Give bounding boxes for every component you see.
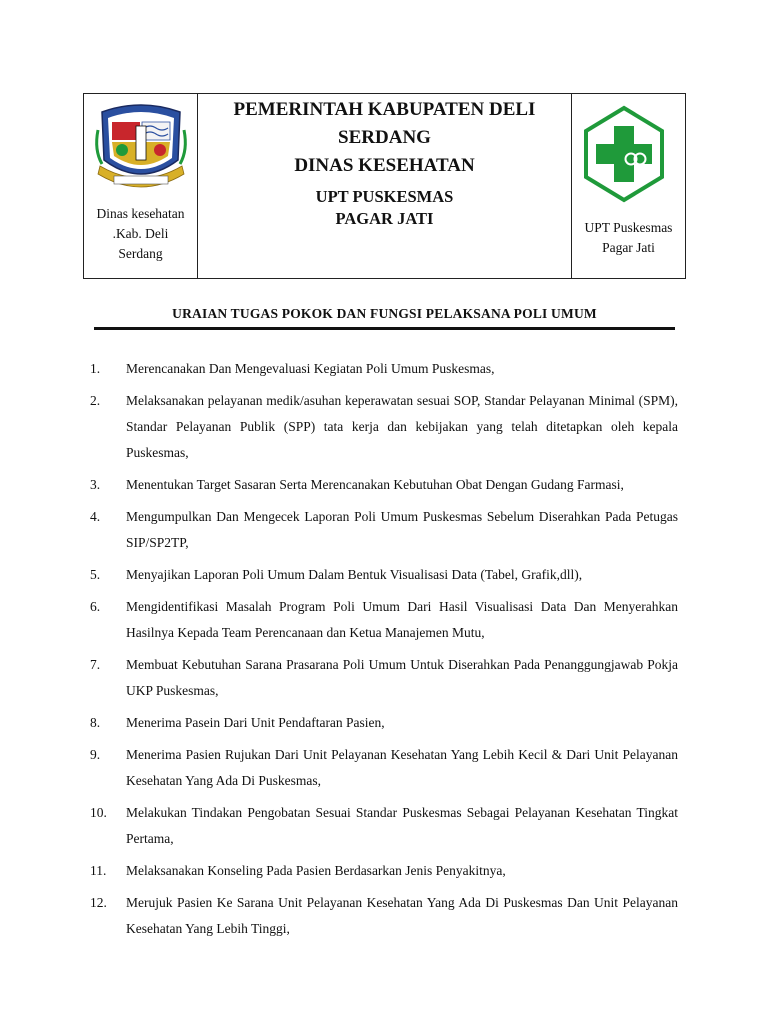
list-item-text: Merujuk Pasien Ke Sarana Unit Pelayanan Kesehatan Yang Ada Di Puskesmas Dan Unit Pelayanan Kesehatan Yang Lebih Tinggi, [126,895,678,936]
left-caption-line-2: .Kab. Deli [112,226,169,241]
left-caption-line-3: Serdang [118,246,163,261]
list-item [90,800,678,852]
deli-serdang-regency-emblem-icon [92,100,190,200]
list-item-number: 1. [90,361,101,376]
list-item [90,594,678,646]
task-list [90,356,678,948]
letterhead-table [83,93,686,279]
letterhead-left-cell [84,94,198,278]
list-item-number: 4. [90,509,101,524]
list-item-number: 6. [90,599,101,614]
right-logo-caption [572,218,685,258]
list-item-number: 7. [90,657,101,672]
letterhead-right-cell [571,94,685,278]
institution-line-2: SERDANG [338,127,431,148]
unit-line-1: UPT PUSKESMAS [315,187,454,206]
list-item [90,858,678,884]
list-item [90,890,678,942]
institution-line-1: PEMERINTAH KABUPATEN DELI [233,99,536,120]
list-item-text: Menyajikan Laporan Poli Umum Dalam Bentuk Visualisasi Data (Tabel, Grafik,dll), [126,567,583,582]
list-item-number: 10. [90,805,107,820]
left-caption-line-1: Dinas kesehatan [96,206,185,221]
list-item [90,472,678,498]
right-caption-line-1: UPT Puskesmas [584,220,673,235]
unit-line-2: PAGAR JATI [335,209,434,228]
list-item-text: Menerima Pasien Rujukan Dari Unit Pelayanan Kesehatan Yang Lebih Kecil & Dari Unit Pelayanan Kesehatan Yang Ada Di Puskesmas, [126,747,678,788]
letterhead-center-cell [198,94,571,278]
list-item-number: 3. [90,477,101,492]
institution-line-3: DINAS KESEHATAN [294,155,475,176]
title-underline-divider [94,327,675,330]
list-item-text: Melaksanakan Konseling Pada Pasien Berdasarkan Jenis Penyakitnya, [126,863,506,878]
list-item-text: Menentukan Target Sasaran Serta Merencanakan Kebutuhan Obat Dengan Gudang Farmasi, [126,477,624,492]
list-item [90,356,678,382]
list-item-number: 5. [90,567,101,582]
list-item-text: Menerima Pasein Dari Unit Pendaftaran Pasien, [126,715,385,730]
list-item-number: 8. [90,715,101,730]
list-item-number: 2. [90,393,101,408]
list-item [90,710,678,736]
list-item [90,652,678,704]
puskesmas-green-cross-logo-icon [582,104,666,204]
left-logo-caption [84,204,197,264]
list-item [90,388,678,466]
list-item-number: 12. [90,895,107,910]
list-item-text: Membuat Kebutuhan Sarana Prasarana Poli Umum Untuk Diserahkan Pada Penanggungjawab Pokja UKP Puskesmas, [126,657,678,698]
list-item-text: Mengidentifikasi Masalah Program Poli Umum Dari Hasil Visualisasi Data Dan Menyerahkan Hasilnya Kepada Team Perencanaan dan Ketua Manajemen Mutu, [126,599,678,640]
right-caption-line-2: Pagar Jati [602,240,655,255]
list-item-text: Melaksanakan pelayanan medik/asuhan keperawatan sesuai SOP, Standar Pelayanan Minimal (SPM), Standar Pelayanan Publik (SPP) tata kerja dan kebijakan yang telah ditetapkan oleh kepala Puskesmas, [126,393,678,460]
list-item-text: Melakukan Tindakan Pengobatan Sesuai Standar Puskesmas Sebagai Pelayanan Kesehatan Tingkat Pertama, [126,805,678,846]
document-title: URAIAN TUGAS POKOK DAN FUNGSI PELAKSANA POLI UMUM [172,306,597,321]
list-item-number: 11. [90,863,107,878]
list-item-number: 9. [90,747,101,762]
list-item-text: Merencanakan Dan Mengevaluasi Kegiatan Poli Umum Puskesmas, [126,361,495,376]
list-item [90,562,678,588]
list-item [90,742,678,794]
list-item-text: Mengumpulkan Dan Mengecek Laporan Poli Umum Puskesmas Sebelum Diserahkan Pada Petugas SIP/SP2TP, [126,509,678,550]
list-item [90,504,678,556]
